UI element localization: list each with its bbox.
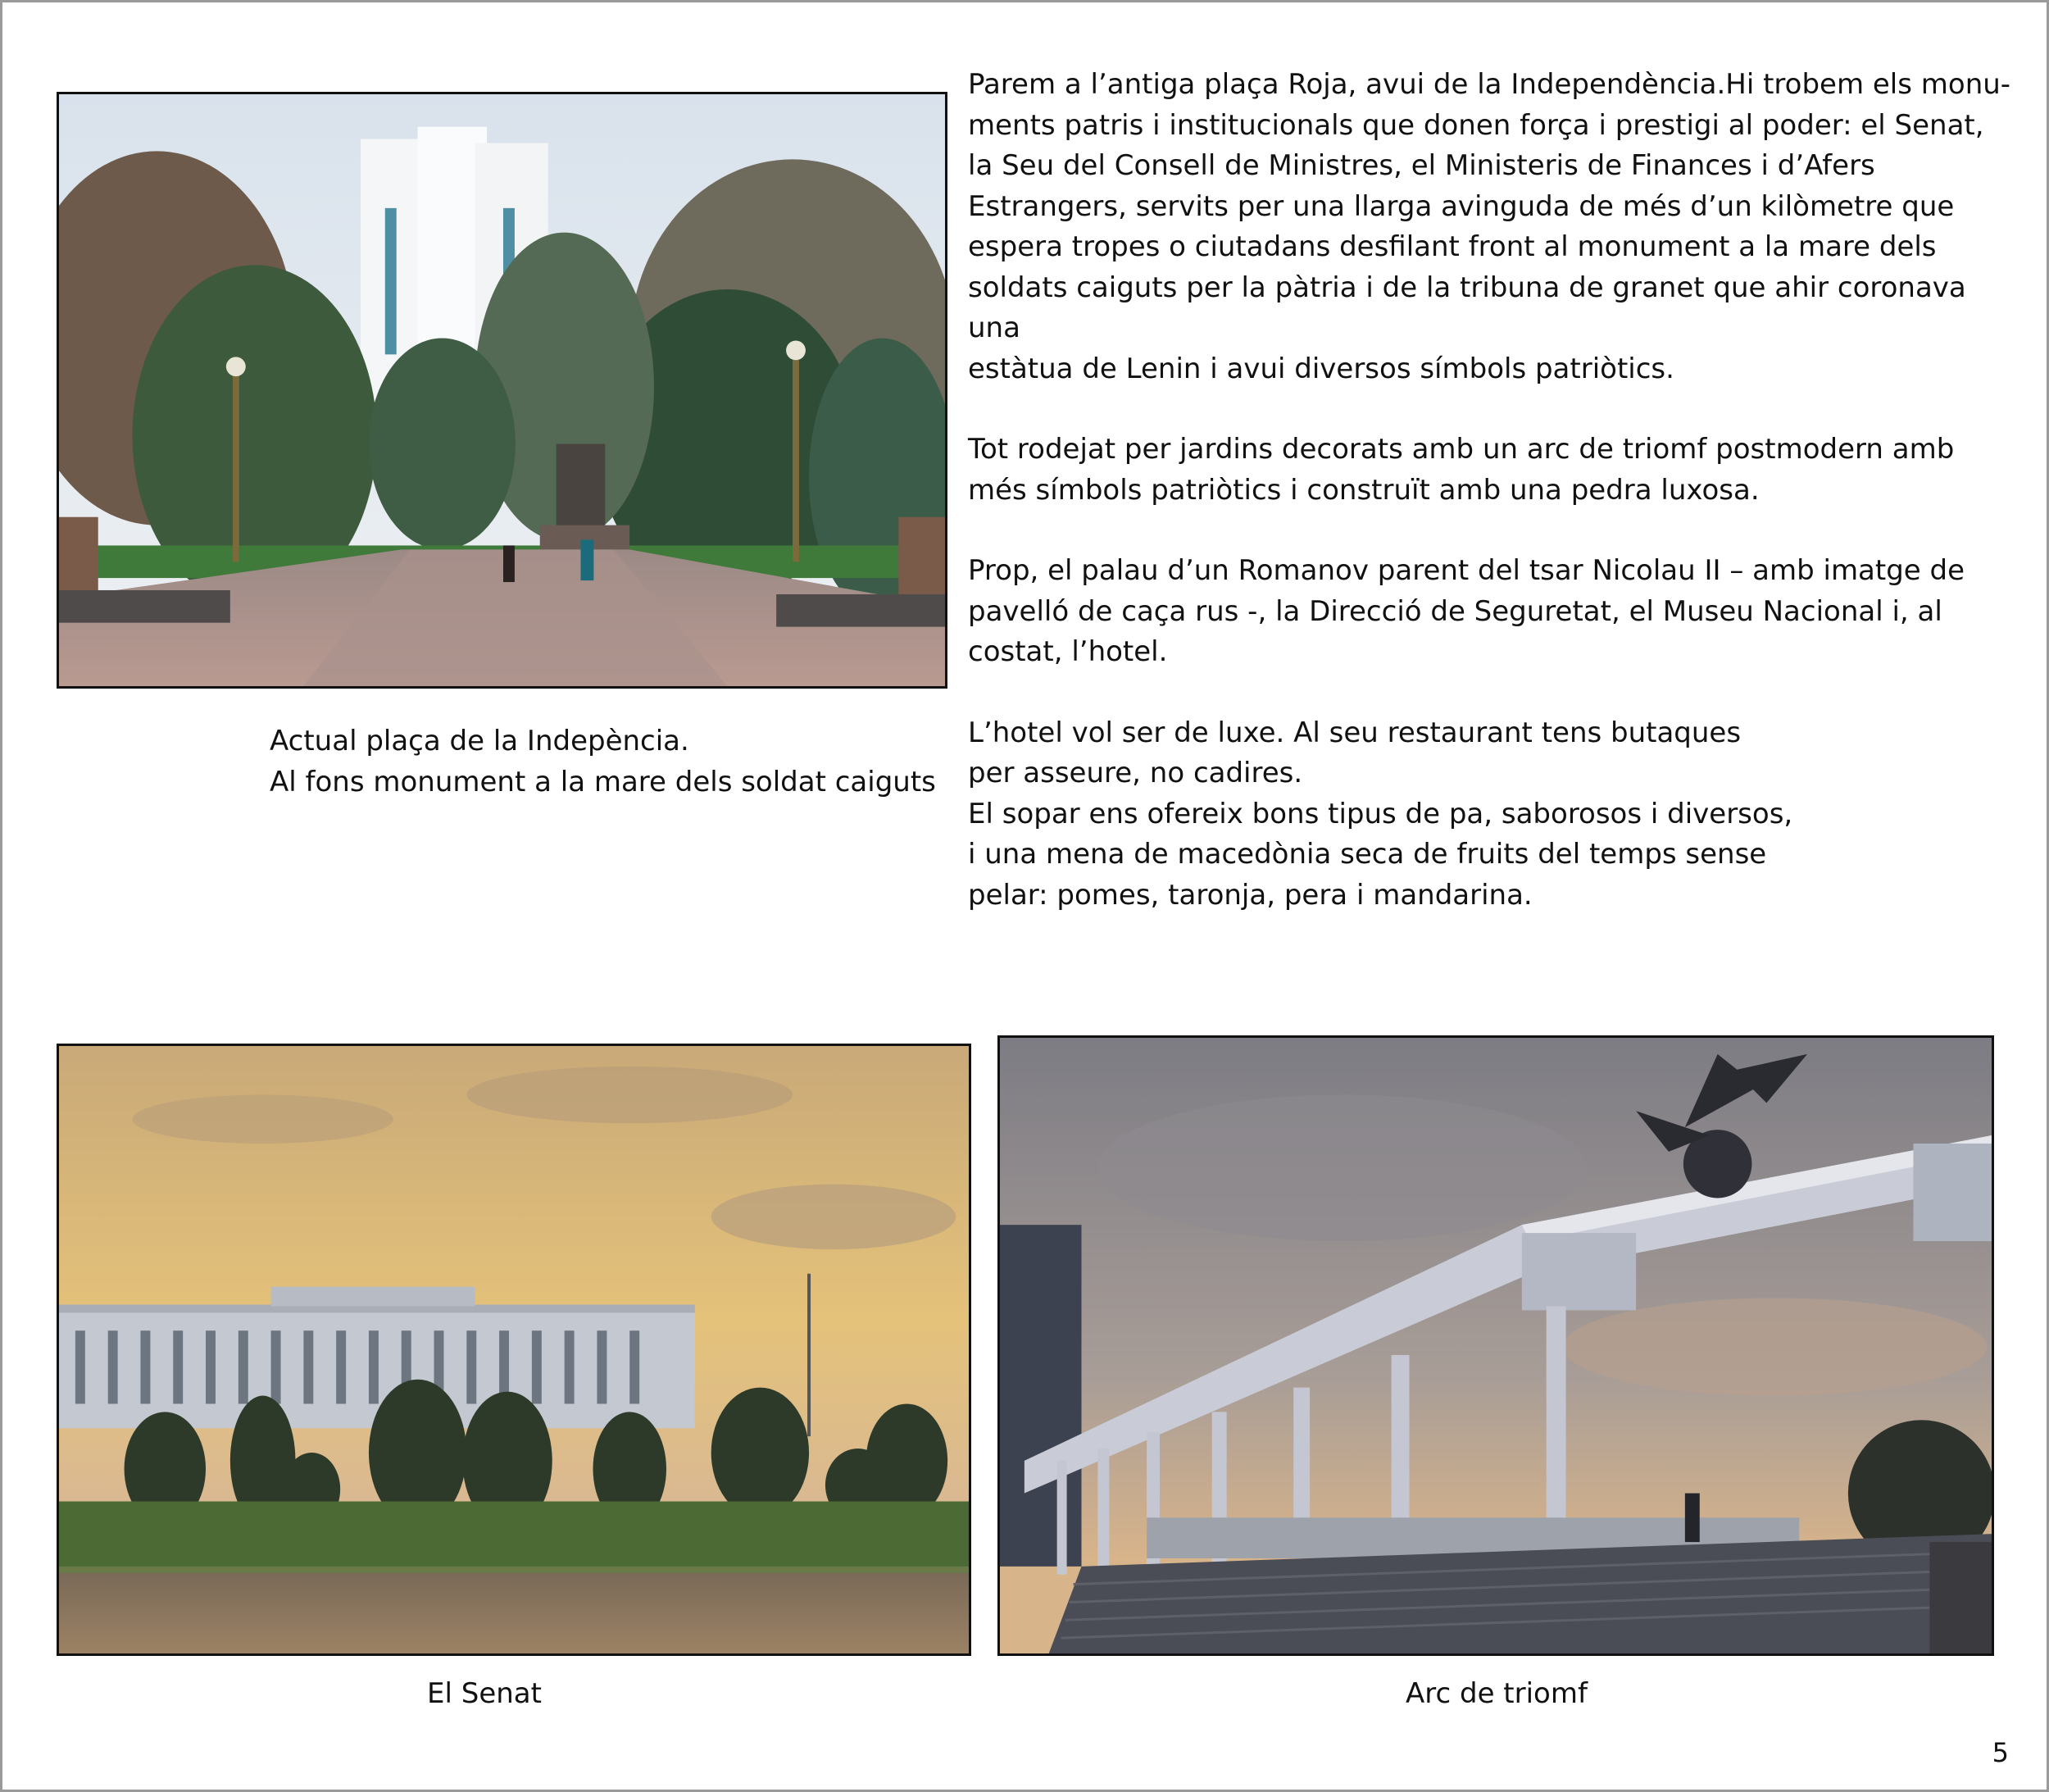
caption-triumphal-arch: Arc de triomf — [1406, 1677, 1588, 1710]
caption-independence-square: Actual plaça de la Indepència. Al fons monument a la mare dels soldat caiguts — [270, 725, 936, 798]
photo-triumphal-arch — [997, 1035, 1994, 1656]
photo-senate — [57, 1044, 971, 1656]
paragraph-gardens: Tot rodejat per jardins decorats amb un arc de triomf postmodern amb més símbols patriòtics i construït amb una pedra luxosa. — [968, 433, 1955, 507]
paragraph-palace: Prop, el palau d’un Romanov parent del tsar Nicolau II – amb imatge de pavelló de caça rus -, la Direcció de Seguretat, el Museu Nacional i, al costat, l’hotel. — [968, 554, 1965, 668]
paragraph-square: Parem a l’antiga plaça Roja, avui de la Independència.Hi trobem els monu- ments patris i institucionals que donen força i prestigi al poder: el Senat, la Seu del Consell de Ministres, el Ministeris de Finances i d’Afers Estrangers, servits per una llarga avinguda de més d’un kilòmetre que espera tropes o ciutadans desfilant front al monument a la mare dels soldats caiguts per la pàtria i de la tribuna de granet que ahir coronava una estàtua de Lenin i avui diversos símbols patriòtics. — [968, 68, 2011, 385]
body-text — [968, 65, 2017, 956]
paragraph-hotel: L’hotel vol ser de luxe. Al seu restaurant tens butaques per asseure, no cadires. El sopar ens ofereix bons tipus de pa, saborosos i diversos, i una mena de macedònia seca de fruits del temps sense pelar: pomes, taronja, pera i mandarina. — [968, 716, 1793, 912]
photo-independence-square — [57, 92, 947, 689]
caption-senate: El Senat — [427, 1677, 542, 1710]
page-number: 5 — [1992, 1737, 2009, 1768]
